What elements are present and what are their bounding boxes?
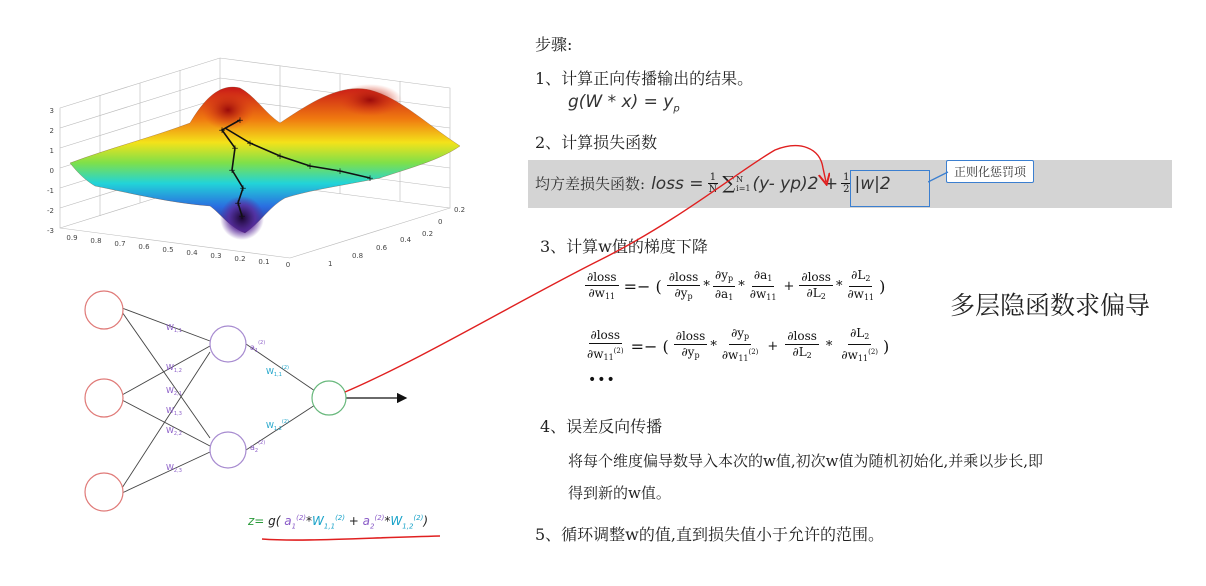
edge-label-w13: $W_{1,3}$ — [166, 406, 182, 417]
z-tick: 0.8 — [352, 252, 364, 260]
loss-sum-symbol: ∑ — [722, 173, 736, 194]
eq1-times1: * — [703, 279, 710, 294]
svg-text:+: + — [366, 174, 374, 184]
eq2-t1: $\frac{\text{∂loss}}{\partial y_p}$ — [675, 329, 706, 360]
hidden-label-a2: $a_2^{(2)}$ — [250, 440, 266, 454]
x-tick: 0.3 — [210, 252, 222, 260]
z-a1-sub: 1 — [291, 522, 297, 531]
loss-frac2-den: 2 — [843, 184, 850, 195]
y-tick: 3 — [49, 107, 54, 115]
eq1-t5: $\frac{\partial L_2}{\partial w_{11}}$ — [847, 268, 875, 302]
z-a2-sub: 2 — [370, 522, 375, 531]
svg-text:+: + — [246, 139, 254, 149]
svg-text:+: + — [336, 167, 344, 177]
z-a1: a — [280, 514, 292, 528]
eq2-t2: $\frac{\partial y_p}{\partial w_{11}^{(2)}}$ — [721, 326, 759, 363]
z-symbol: z= — [248, 514, 265, 528]
eq1-eq: =− ( — [623, 277, 662, 296]
svg-text:+: + — [306, 162, 314, 172]
y-tick: -1 — [47, 187, 54, 195]
z-tick: 0.4 — [400, 236, 412, 244]
step5-label: 5、循环调整w的值,直到损失值小于允许的范围。 — [535, 525, 884, 544]
eq1-t3: $\frac{\partial a_1}{\partial w_{11}}$ — [749, 268, 777, 302]
svg-text:+: + — [238, 212, 246, 222]
x-tick: 0.1 — [258, 258, 270, 266]
hidden-label-a1: $a_1^{(2)}$ — [250, 340, 266, 354]
step4-line1: 将每个维度偏导数导入本次的w值,初次w值为随机初始化,并乘以步长,即 — [568, 452, 1043, 470]
edge-label-w23: $W_{2,3}$ — [166, 463, 182, 474]
y-tick: 1 — [49, 147, 54, 155]
eq1-t1: $\frac{\text{∂loss}}{\partial y_p}$ — [668, 269, 699, 301]
g-symbol: g( — [264, 514, 281, 528]
x-tick: 0.7 — [114, 240, 126, 248]
z-star1: * — [306, 514, 313, 528]
z-w1: W — [312, 514, 324, 528]
edge-label-w22: $W_{2,2}$ — [166, 426, 182, 437]
x-tick: 0.9 — [66, 234, 78, 242]
z-w1-sub: 1,1 — [323, 522, 336, 531]
z-w2-sup: (2) — [413, 514, 424, 522]
eq1-plus: + — [783, 279, 795, 294]
z-w2: W — [390, 514, 403, 528]
z-tick: 0.2 — [422, 230, 434, 238]
eq2-lhs: $\frac{\text{∂loss}}{\partial w_{11}^{(2)}}$ — [587, 327, 624, 362]
side-title: 多层隐函数求偏导 — [950, 291, 1151, 320]
loss-frac-den: N — [708, 184, 718, 195]
loss-sum-top: N — [736, 174, 744, 184]
svg-text:+: + — [236, 116, 244, 126]
x-tick: 0.4 — [186, 249, 198, 257]
z-plus: + — [344, 514, 363, 528]
eq1-times3: * — [835, 279, 843, 294]
loss-frac2-num: 1 — [843, 172, 850, 183]
reg-callout: 正则化惩罚项 — [946, 160, 1034, 183]
z-a2-sup: (2) — [374, 514, 385, 522]
svg-text:+: + — [234, 199, 242, 209]
loss-body: (y- yp)2 + — [752, 173, 839, 194]
x-tick: 0.6 — [138, 243, 150, 251]
eq2-t4: $\frac{\text{∂loss}}{\partial L_2}$ — [787, 329, 817, 360]
svg-text:+: + — [231, 144, 239, 154]
step4-line2: 得到新的w值。 — [568, 484, 671, 502]
z-tick: 0 — [438, 218, 443, 226]
y-tick: 2 — [49, 127, 54, 135]
steps-heading: 步骤: — [535, 35, 573, 54]
z-w2-sub: 1,2 — [402, 522, 414, 531]
eq1-t4: $\frac{\text{∂loss}}{\partial L_2}$ — [801, 269, 831, 301]
ellipsis: ••• — [588, 372, 616, 388]
z-a2: a — [362, 514, 371, 528]
step1-label: 1、计算正向传播输出的结果。 — [535, 69, 754, 88]
eq2-times2: * — [825, 338, 833, 354]
svg-text:+: + — [239, 184, 247, 194]
loss-reg: |w|2 — [854, 173, 891, 194]
red-connector — [345, 146, 826, 392]
eq2-close: ) — [883, 336, 890, 356]
z-tick: 0.2 — [454, 206, 466, 214]
eq2-times1: * — [710, 338, 717, 354]
eq1-t2: $\frac{\partial y_p}{\partial a_1}$ — [714, 268, 734, 302]
red-underline — [262, 536, 440, 540]
x-tick: 0.2 — [234, 255, 246, 263]
edge-label-w21: $W_{2,1}$ — [166, 386, 182, 397]
eq1-lhs: $\frac{\text{∂loss}}{\partial w_{11}}$ — [587, 269, 617, 301]
eq1-times2: * — [738, 279, 745, 294]
eq1-close: ) — [879, 277, 886, 296]
loss-label: 均方差损失函数: — [535, 175, 646, 193]
y-tick: -3 — [47, 227, 54, 235]
y-tick: 0 — [49, 167, 54, 175]
z-a1-sup: (2) — [296, 514, 307, 522]
x-tick: 0 — [285, 261, 291, 269]
eq2-t5: $\frac{\partial L_2}{\partial w_{11}^{(2)}}$ — [841, 326, 879, 363]
z-tick: 1 — [328, 260, 333, 268]
z-close: ) — [423, 514, 429, 528]
eq2-eq: =− ( — [630, 336, 669, 356]
step1-formula-main: g(W * x) = y — [568, 92, 674, 112]
z-tick: 0.6 — [376, 244, 388, 252]
loss-frac-num: 1 — [709, 172, 717, 183]
edge-label-w12-2: $W_{1,2}^{(2)}$ — [266, 419, 289, 432]
loss-formula-a: loss = — [651, 173, 704, 194]
edge-label-w11: $W_{1,1}$ — [166, 323, 182, 334]
step4-label: 4、误差反向传播 — [540, 417, 663, 436]
step1-formula-sub: p — [673, 103, 680, 115]
x-tick: 0.8 — [90, 237, 102, 245]
svg-text:+: + — [228, 166, 236, 176]
y-tick: -2 — [47, 207, 54, 215]
svg-text:+: + — [218, 126, 226, 136]
edge-label-w11-2: $W_{1,1}^{(2)}$ — [266, 365, 289, 378]
step2-label: 2、计算损失函数 — [535, 133, 658, 152]
edge-label-w12: $W_{1,2}$ — [166, 363, 182, 374]
z-w1-sup: (2) — [335, 514, 345, 522]
z-star2: * — [384, 514, 391, 528]
eq2-plus: + — [767, 338, 779, 354]
x-tick: 0.5 — [162, 246, 174, 254]
step3-label: 3、计算w值的梯度下降 — [540, 237, 708, 256]
svg-text:+: + — [276, 152, 284, 162]
loss-sum-bottom: i=1 — [736, 183, 751, 193]
